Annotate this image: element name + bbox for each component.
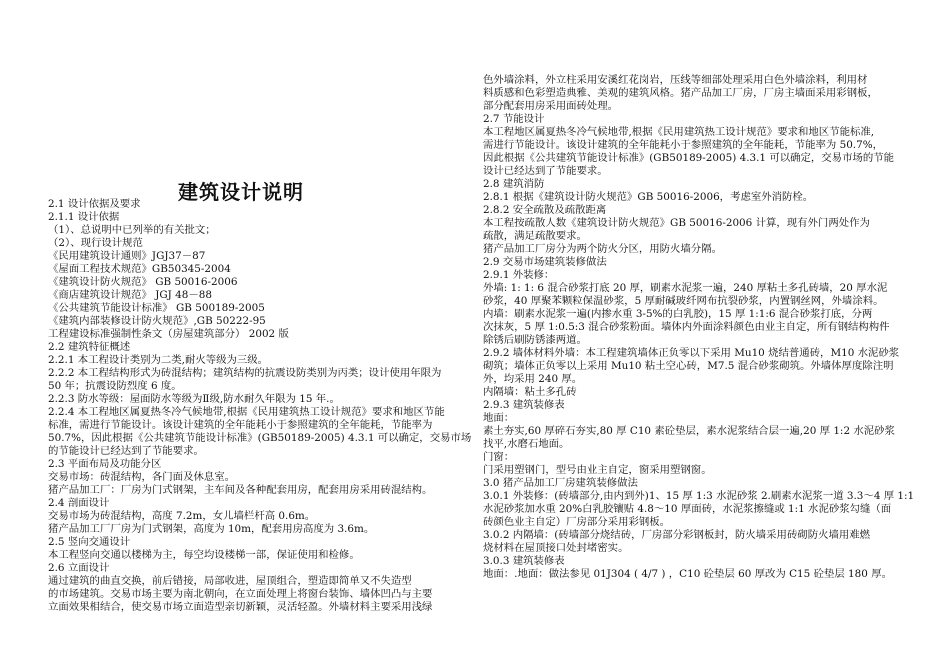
text-line: 工程建设标准强制性条文（房屋建筑部分） 2002 版 <box>48 328 289 340</box>
text-line: 2.2.3 防水等级：屋面防水等级为Ⅱ级,防水耐久年限为 15 年.。 <box>48 393 340 405</box>
text-line: 2.1.1 设计依据 <box>48 211 120 223</box>
text-line: 交易市场：砖混结构，各门面及休息室。 <box>48 471 236 483</box>
text-line: 2.8.2 安全疏散及疏散距离 <box>483 204 607 216</box>
text-line: 通过建筑的曲直交换，前后错接，局部收进，屋顶组合，塑造即简单又不失造型 <box>48 575 412 587</box>
text-line: 本工程地区属夏热冬冷气候地带,根据《民用建筑热工设计规范》要求和地区节能标准, <box>483 126 875 138</box>
text-line: 疏散，满足疏散要求。 <box>483 230 587 242</box>
text-line: 砂浆，40 厚聚苯颗粒保温砂浆，5 厚耐碱玻纤网布抗裂砂浆，内置钢丝网，外墙涂料。 <box>483 295 884 307</box>
text-line: 的节能设计已经达到了节能要求。 <box>48 445 204 457</box>
text-line: 50 年；抗震设防烈度 6 度。 <box>48 380 182 392</box>
text-line: 砌筑；墙体正负零以上采用 Mu10 粘土空心砖，M7.5 混合砂浆砌筑。外墙体厚度除注明 <box>483 360 894 372</box>
text-line: （1）、总说明中已列举的有关批文； <box>48 224 216 236</box>
text-line: 3.0.2 内隔墙：(砖墙部分烧结砖，厂房部分彩钢板封，防火墙采用砖砌防火墙用难燃 <box>483 529 871 541</box>
text-line: 内隔墙：粘土多孔砖 <box>483 386 577 398</box>
text-line: 《屋面工程技术规范》GB50345-2004 <box>48 263 231 275</box>
text-line: 标准，需进行节能设计。该设计建筑的全年能耗小于参照建筑的全年能耗，节能率为 <box>48 419 433 431</box>
text-line: 本工程竖向交通以楼梯为主，每空均设楼梯一部，保证使用和检修。 <box>48 549 360 561</box>
text-line: 地面： <box>483 412 515 424</box>
text-line: 2.7 节能设计 <box>483 113 545 125</box>
text-line: 立面效果相结合，使交易市场立面造型亲切新颖，灵活轻盈。外墙材料主要采用浅绿 <box>48 601 433 613</box>
text-line: 《民用建筑设计通则》JGJ37－87 <box>48 250 206 262</box>
text-line: 2.3 平面布局及功能分区 <box>48 458 162 470</box>
text-line: 外墙: 1: 1: 6 混合砂浆打底 20 厚，刷素水泥浆一遍，240 厚粘土多孔砖墙，20 厚水泥 <box>483 282 888 294</box>
text-line: 烧材料在屋顶接口处封堵密实。 <box>483 542 629 554</box>
text-line: 部分配套用房采用面砖处理。 <box>483 100 619 112</box>
text-line: 2.1 设计依据及要求 <box>48 198 141 210</box>
text-line: 猪产品加工厂：厂房为门式钢架，主车间及各种配套用房，配套用房采用砖混结构。 <box>48 484 433 496</box>
text-line: 设计已经达到了节能要求。 <box>483 165 608 177</box>
text-line: 门采用塑钢门，型号由业主自定，窗采用塑钢窗。 <box>483 464 712 476</box>
text-line: 2.9.1 外装修： <box>483 269 555 281</box>
text-line: 2.4 剖面设计 <box>48 497 110 509</box>
text-line: 2.2 建筑特征概述 <box>48 341 131 353</box>
text-line: 料质感和色彩塑造典雅、美观的建筑风格。猪产品加工厂房，厂房主墙面采用彩钢板， <box>483 87 878 99</box>
text-line: 内墙：刷素水泥浆一遍(内掺水重 3-5%的白乳胶)，15 厚 1:1:6 混合砂浆打底，分两 <box>483 308 873 320</box>
text-line: 3.0.3 建筑装修表 <box>483 555 565 567</box>
text-line: 2.9.2 墙体材料外墙：本工程建筑墙体正负零以下采用 Mu10 烧结普通砖，M10 水泥砂浆 <box>483 347 900 359</box>
text-line: 水泥砂浆加水重 20%白乳胶镶贴 4.8～10 厚面砖，水泥浆擦缝或 1:1 水泥砂浆勾缝（面 <box>483 503 892 515</box>
text-line: 需进行节能设计。该设计建筑的全年能耗小于参照建筑的全年能耗，节能率为 50.7%， <box>483 139 883 151</box>
text-line: 次抹灰，5 厚 1:0.5:3 混合砂浆粉面。墙体内外面涂料颜色由业主自定，所有钢结构构件 <box>483 321 890 333</box>
text-line: 2.5 竖向交通设计 <box>48 536 131 548</box>
text-line: 的市场建筑。交易市场主要为南北朝向，在立面处理上将窗台装饰、墙体凹凸与主要 <box>48 588 433 600</box>
text-line: 猪产品加工厂厂房为门式钢架，高度为 10m，配套用房高度为 3.6m。 <box>48 523 375 535</box>
text-line: 2.2.1 本工程设计类别为二类,耐火等级为三级。 <box>48 354 269 366</box>
text-line: 门窗： <box>483 451 515 463</box>
text-line: 2.9.3 建筑装修表 <box>483 399 565 411</box>
text-line: 2.9 交易市场建筑装修做法 <box>483 256 607 268</box>
text-line: 《建筑设计防火规范》 GB 50016-2006 <box>48 276 238 288</box>
text-line: 2.6 立面设计 <box>48 562 110 574</box>
text-line: 砖颜色业主自定）厂房部分采用彩钢板。 <box>483 516 671 528</box>
text-line: 除锈后刷防锈漆两道。 <box>483 334 587 346</box>
text-line: 找平,水磨石地面。 <box>483 438 570 450</box>
text-line: 2.2.2 本工程结构形式为砖混结构；建筑结构的抗震设防类别为丙类；设计使用年限为 <box>48 367 442 379</box>
document-title: 建筑设计说明 <box>178 180 304 204</box>
text-line: 《建筑内部装修设计防火规范》,GB 50222-95 <box>48 315 266 327</box>
text-line: 《公共建筑节能设计标准》 GB 500189-2005 <box>48 302 265 314</box>
text-line: （2）、现行设计规范 <box>48 237 143 249</box>
text-line: 地面：.地面：做法参见 01J304 ( 4/7 ) ，C10 砼垫层 60 厚改为 C15 砼垫层 180 厚。 <box>483 568 892 580</box>
text-line: 3.0.1 外装修：(砖墙部分,由内到外)1、15 厚 1:3 水泥砂浆 2.刷素水泥浆一道 3.3～4 厚 1:1 <box>483 490 915 502</box>
text-line: 猪产品加工厂房分为两个防火分区，用防火墙分隔。 <box>483 243 722 255</box>
text-line: 因此根据《公共建筑节能设计标准》(GB50189-2005) 4.3.1 可以确定，交易市场的节能 <box>483 152 895 164</box>
text-line: 外，均采用 240 厚。 <box>483 373 583 385</box>
text-line: 本工程按疏散人数《建筑设计防火规范》GB 50016-2006 计算，现有外门两处作为 <box>483 217 870 229</box>
text-line: 2.8 建筑消防 <box>483 178 545 190</box>
text-line: 色外墙涂料，外立柱采用安溪红花岗岩，压线等细部处理采用白色外墙涂料，利用材 <box>483 74 868 86</box>
text-line: 《商店建筑设计规范》 JGJ 48－88 <box>48 289 212 301</box>
text-line: 50.7%，因此根据《公共建筑节能设计标准》(GB50189-2005) 4.3.1 可以确定，交易市场 <box>48 432 472 444</box>
text-line: 交易市场为砖混结构，高度 7.2m，女儿墙栏杆高 0.6m。 <box>48 510 316 522</box>
text-line: 2.2.4 本工程地区属夏热冬冷气候地带,根据《民用建筑热工设计规范》要求和地区节能 <box>48 406 445 418</box>
text-line: 3.0 猪产品加工厂房建筑装修做法 <box>483 477 638 489</box>
text-line: 素土夯实,60 厚碎石夯实,80 厚 C10 素砼垫层，素水泥浆结合层一遍,20 厚 1:2 水泥砂浆 <box>483 425 895 437</box>
text-line: 2.8.1 根据《建筑设计防火规范》GB 50016-2006，考虑室外消防栓。 <box>483 191 814 203</box>
